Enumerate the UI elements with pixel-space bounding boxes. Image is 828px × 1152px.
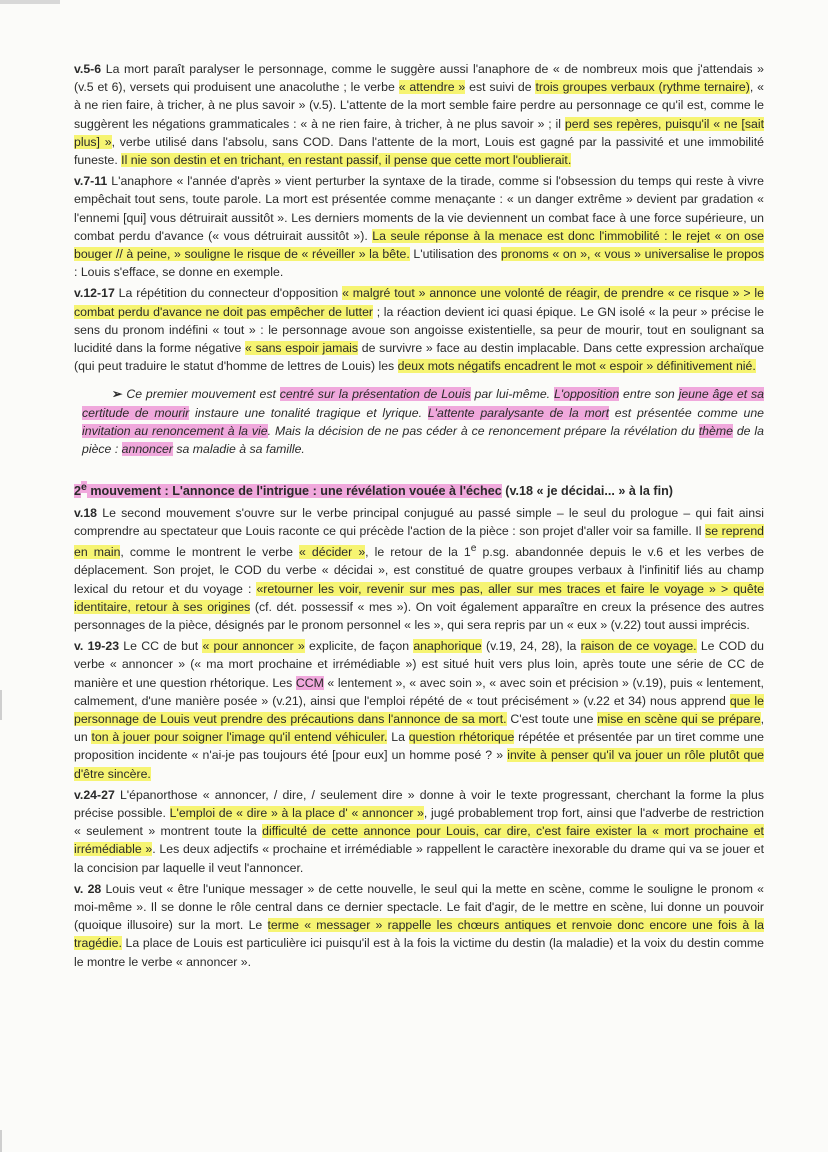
verse-reference: v. 19-23	[74, 639, 120, 654]
highlighted-text: que le personnage de Louis veut prendre des précautions dans l'annonce de sa mort.	[74, 693, 764, 726]
verse-reference: v.5-6	[74, 62, 102, 76]
text-run: , jugé probablement trop fort, ainsi que l'adverbe de restriction « seulement » montrent toute la	[74, 806, 764, 839]
highlighted-text: pronoms « on », « vous » universalise le propos	[500, 247, 765, 262]
highlighted-text: ton à jouer pour soigner l'image qu'il entend véhiculer.	[91, 730, 388, 745]
highlighted-text: question rhétorique	[408, 730, 515, 745]
scan-artifact-left-edge-bottom	[0, 1130, 2, 1152]
paragraph-v28	[74, 880, 764, 971]
paragraph-v12-17	[74, 284, 764, 375]
text-run: . Les deux adjectifs « prochaine et irrémédiable » rappellent le caractère inexorable du drame qui va se jouer et la concision par laquelle il veut l'annoncer.	[74, 842, 764, 875]
highlighted-text: « pour annoncer »	[202, 639, 305, 654]
highlighted-text: anaphorique	[413, 639, 482, 654]
text-run: est présentée comme une	[609, 405, 765, 420]
highlighted-text: « attendre »	[398, 80, 466, 95]
text-run: La répétition du connecteur d'opposition	[114, 286, 343, 301]
scan-artifact-top	[0, 0, 60, 4]
text-run: , un	[74, 711, 764, 745]
text-run: (cf. dét. possessif « mes »). On voit également apparaître en creux la présence des autres personnages de la pièce, désignés par le pronom personnel « les », qui sera repris par un « eux » (v.22) tout aussi imprécis.	[74, 599, 764, 632]
text-run: explicite, de façon	[304, 639, 414, 654]
text-run: . Mais la décision de ne pas céder à ce renoncement prépare la révélation du	[267, 423, 699, 438]
highlighted-text: invitation au renoncement à la vie	[82, 423, 268, 438]
highlighted-text: centré sur la présentation de Louis	[279, 387, 471, 402]
highlighted-text: raison de ce voyage.	[580, 639, 697, 654]
text-run: C'est toute une	[506, 711, 598, 726]
highlighted-text: 2	[74, 484, 82, 499]
paragraph-v19-23	[74, 637, 764, 783]
highlighted-text: trois groupes verbaux (rythme ternaire)	[535, 80, 750, 95]
section-heading-second-movement	[74, 478, 764, 500]
highlighted-text: L'opposition	[553, 387, 620, 402]
text-run: , « à ne rien faire, à tricher, à ne plus savoir » (v.5). L'attente de la mort semble faire perdre au personnage ce qu'il est, comme le suggèrent les négations grammaticales : « à ne rien faire, à tricher, à ne plus savoir » ; il	[74, 80, 764, 131]
text-run: Le CC de but	[119, 639, 203, 654]
highlighted-text: Il nie son destin et en trichant, en restant passif, il pense que cette mort l'oublierait.	[121, 153, 572, 168]
text-run: e	[470, 543, 477, 555]
text-run: La mort paraît paralyser le personnage, comme le suggère aussi l'anaphore de « de nombreux mois que j'attendais » (v.5 et 6), versets qui produisent une anacoluthe ; le verbe	[74, 62, 764, 95]
text-run: « lentement », « avec soin », « avec soin et précision » (v.19), puis « lentement, calmement, d'une manière posée » (v.21), ainsi que l'emploi répété de « tout précisément » (v.22 et 34) nous apprend	[74, 675, 764, 708]
highlighted-text: e	[81, 481, 87, 494]
text-run: est suivi de	[465, 80, 536, 95]
highlighted-text: L'attente paralysante de la mort	[427, 405, 610, 420]
text-run: La	[387, 730, 409, 745]
paragraph-v18	[74, 504, 764, 635]
text-run: sa maladie à sa famille.	[172, 442, 305, 457]
text-run: L'utilisation des	[409, 247, 501, 262]
text-run: de la pièce :	[82, 423, 764, 457]
highlighted-text: invite à penser qu'il va jouer un rôle plutôt que d'être sincère.	[74, 748, 764, 781]
verse-reference: v.12-17	[74, 286, 115, 301]
text-run: instaure une tonalité tragique et lyrique.	[189, 405, 428, 420]
verse-reference: v.7-11	[74, 174, 108, 189]
paragraph-v7-11	[74, 172, 764, 281]
highlighted-text: deux mots négatifs encadrent le mot « espoir » définitivement nié.	[397, 359, 756, 374]
paragraph-v24-27	[74, 786, 764, 877]
highlighted-text: terme « messager » rappelle les chœurs antiques et renvoie donc encore une fois à la tragédie.	[74, 918, 764, 951]
document-body	[74, 60, 764, 974]
text-run: La place de Louis est particulière ici puisqu'il est à la fois la victime du destin (la maladie) et la voix du destin comme le montre le verbe « annoncer ».	[74, 936, 764, 969]
text-run: Le COD du verbe « annoncer » (« ma mort prochaine et irrémédiable ») est situé huit vers plus loin, après toute une série de CC de manière et une question rhétorique. Les	[74, 639, 764, 690]
highlighted-text: La seule réponse à la menace est donc l'immobilité : le rejet « on ose bouger // à peine, » souligne le risque de « réveiller » la bête.	[74, 228, 765, 262]
text-run: de survivre » face au destin implacable. Dans cette expression archaïque (qui peut traduire le statut d'homme de lettres de Louis) les	[74, 341, 764, 374]
highlighted-text: jeune âge et sa certitude de mourir	[82, 387, 764, 420]
text-run: L'épanorthose « annoncer, / dire, / seulement dire » donne à voir le texte progressant, cherchant la forme la plus précise possible.	[74, 787, 764, 820]
text-run: , comme le montrent le verbe	[120, 545, 299, 560]
highlighted-text: « malgré tout » annonce une volonté de réagir, de prendre « ce risque » > le combat perdu d'avance ne doit pas empêcher de lutter	[74, 286, 764, 319]
first-movement-summary	[74, 385, 764, 458]
summary-text	[82, 387, 764, 456]
verse-reference: v.24-27	[74, 787, 115, 802]
verse-reference: v.18	[74, 505, 98, 520]
text-run: , verbe utilisé dans l'absolu, sans COD. Dans l'attente de la mort, Louis est gagné par la passivité et une immobilité funeste.	[74, 134, 765, 168]
arrow-bullet-icon: ➢	[112, 387, 123, 402]
text-run: Ce premier mouvement est	[126, 387, 280, 402]
scan-artifact-left-edge	[0, 690, 2, 720]
highlighted-text: se reprend en main	[74, 523, 764, 560]
text-run: répétée et présentée par un tiret comme une proposition incidente « n'ai-je pas toujours été [pour eux] un homme posé ? »	[74, 730, 764, 763]
highlighted-text: L'emploi de « dire » à la place d' « annoncer »	[169, 806, 424, 820]
highlighted-text: difficulté de cette annonce pour Louis, car dire, c'est faire exister la « mort prochaine et irrémédiable »	[74, 824, 764, 857]
text-run: p.sg. abandonnée depuis le v.6 et les verbes de déplacement. Son projet, le COD du verbe « décidai », est constitué de quatre groupes verbaux à l'infinitif liés au champ lexical du retour et du voyage :	[74, 545, 764, 596]
verse-reference: v. 28	[74, 881, 102, 896]
text-run: Louis veut « être l'unique messager » de cette nouvelle, le seul qui la mette en scène, comme le souligne le pronom « moi-même ». Il se donne le rôle central dans ce dernier spectacle. Le fait d'agir, de le mettre en scène, lui donne un pouvoir (quoique illusoire) sur la mort. Le	[74, 881, 764, 933]
highlighted-text: annoncer	[121, 442, 173, 457]
highlighted-text: mise en scène qui se prépare	[597, 711, 761, 726]
highlighted-text: « sans espoir jamais	[245, 341, 359, 356]
text-run: : Louis s'efface, se donne en exemple.	[74, 265, 284, 280]
text-run: (v.18 « je décidai... » à la fin)	[501, 484, 674, 499]
highlighted-text: « décider »	[299, 545, 366, 560]
text-run: Le second mouvement s'ouvre sur le verbe principal conjugué au passé simple – le seul du prologue – qui fait ainsi comprendre au spectateur que Louis raconte ce qui précède l'action de la pièce : son projet d'aller voir sa famille. Il	[74, 505, 764, 538]
text-run: entre son	[619, 387, 679, 402]
text-run: L'anaphore « l'année d'après » vient perturber la syntaxe de la tirade, comme si l'obsession du temps qui reste à vivre empêchait tout sens, toute parole. La mort est présentée comme menaçante : « un danger extrême » devient par gradation « l'ennemi [qui] vous détruirait aussitôt ». Les derniers moments de la vie deviennent un combat face à une force supérieure, un combat perdu d'avance (« vous détruirait aussitôt »).	[74, 174, 764, 243]
highlighted-text: thème	[698, 423, 733, 438]
text-run: (v.19, 24, 28), la	[481, 639, 581, 654]
highlighted-text: mouvement : L'annonce de l'intrigue : une révélation vouée à l'échec	[86, 484, 502, 499]
highlighted-text: perd ses repères, puisqu'il « ne [sait plus] »	[74, 116, 764, 149]
paragraph-v5-6	[74, 60, 764, 169]
text-run: , le retour de la 1	[365, 545, 471, 560]
text-run: ; la réaction devient ici quasi épique. Le GN isolé « la peur » précise le sens du pronom indéfini « tout » : le personnage avoue son angoisse existentielle, sa peur de mourir, tout en soulignant sa lucidité dans la forme négative	[74, 304, 765, 356]
highlighted-text: «retourner les voir, revenir sur mes pas, aller sur mes traces et faire le voyage » > quête identitaire, retour à ses origines	[74, 581, 764, 614]
highlighted-text: CCM	[295, 675, 324, 690]
text-run: par lui-même.	[470, 387, 554, 402]
